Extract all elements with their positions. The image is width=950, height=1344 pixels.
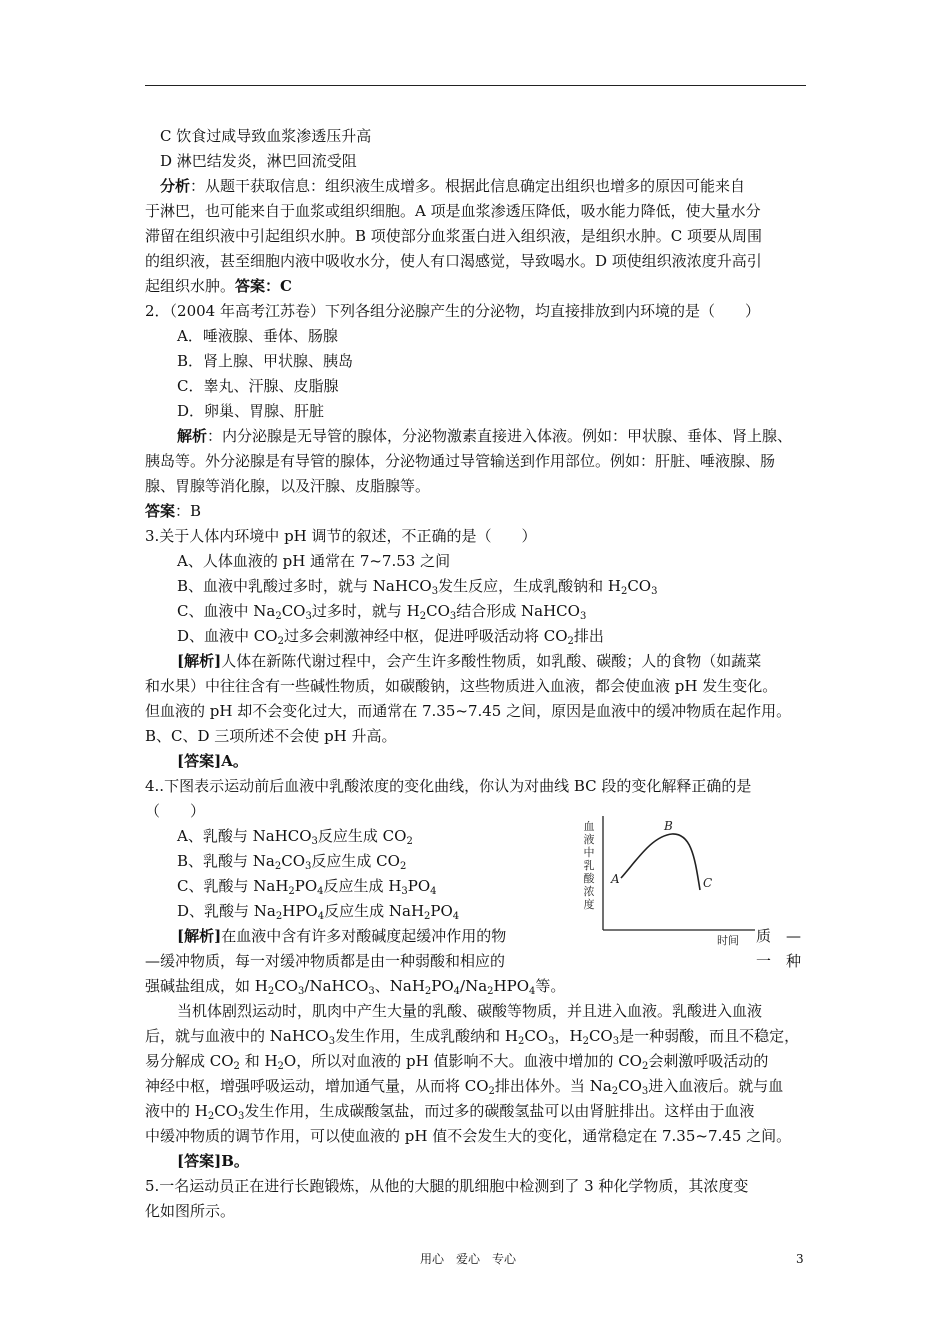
q4-option-a: A、乳酸与 NaHCO$_3$反应生成 $CO_2$ <box>177 827 413 847</box>
q3-analysis-line-2: 和水果）中往往含有一些碱性物质，如碳酸钠，这些物质进入血液，都会使血液 pH 发生变化。 <box>145 677 778 695</box>
q5-stem-line-1: 5.一名运动员正在进行长跑锻炼，从他的大腿的肌细胞中检测到了 3 种化学物质，其浓度变 <box>145 1177 749 1195</box>
svg-text:中: 中 <box>583 846 595 859</box>
q4-analysis-line-3: 强碱盐组成，如 $H_2CO_3/NaHCO_3$、$NaH_2PO_4/Na_2HPO_4$等。 <box>145 977 566 997</box>
q4-paragraph-2-line-2: 后，就与血液中的 NaHCO$_3$发生作用，生成乳酸纳和 $H_2CO_3$，$H_2CO_3$是一种弱酸，而且不稳定， <box>145 1027 800 1047</box>
svg-text:液: 液 <box>583 833 595 846</box>
figure-x-label: 时间 <box>717 934 739 947</box>
q3-option-d: D、血液中 $CO_2$过多会刺激神经中枢，促进呼吸活动将 $CO_2$排出 <box>177 627 604 647</box>
svg-text:浓: 浓 <box>583 885 595 898</box>
q3-analysis-line-1 <box>177 651 761 671</box>
q3-analysis-line-3: 但血液的 pH 却不会变化过大，而通常在 7.35~7.45 之间，原因是血液中的缓冲物质在起作用。 <box>145 702 792 720</box>
svg-text:血: 血 <box>583 820 595 833</box>
analysis-label: 解析 <box>177 427 208 445</box>
page-number: 3 <box>796 1252 804 1266</box>
q4-analysis-line-1 <box>177 926 506 946</box>
q1-analysis-line-4: 的组织液，甚至细胞内液中吸收水分，使人有口渴感觉，导致喝水。D 项使组织液浓度升高引 <box>145 252 762 270</box>
footer-motto: 用心 爱心 专心 <box>420 1252 517 1266</box>
analysis-text: 起组织水肿。 <box>145 277 236 295</box>
q3-option-a: A、人体血液的 pH 通常在 7~7.53 之间 <box>177 552 451 570</box>
q2-analysis-line-2: 胰岛等。外分泌腺是有导管的腺体，分泌物通过导管输送到作用部位。例如：肝脏、唾液腺、肠 <box>145 452 776 470</box>
analysis-text: ：内分泌腺是无导管的腺体，分泌物激素直接进入体液。例如：甲状腺、垂体、肾上腺、 <box>207 427 793 445</box>
q3-option-c: C、血液中 $Na_2CO_3$过多时，就与 $H_2CO_3$结合形成 NaHCO$_3$ <box>177 602 587 622</box>
svg-text:酸: 酸 <box>583 872 595 885</box>
lactic-acid-curve-figure <box>577 810 757 948</box>
q4-paragraph-2-line-6: 中缓冲物质的调节作用，可以使血液的 pH 值不会发生大的变化，通常稳定在 7.35~7.45 之间。 <box>145 1127 792 1145</box>
q4-stem-line-1: 4..下图表示运动前后血液中乳酸浓度的变化曲线，你认为对曲线 BC 段的变化解释正确的是 <box>145 777 752 795</box>
analysis-text: 在血液中含有许多对酸碱度起缓冲作用的物 <box>221 927 507 945</box>
analysis-text: 人体在新陈代谢过程中，会产生许多酸性物质，如乳酸、碳酸；人的食物（如蔬菜 <box>221 652 762 670</box>
answer-label: 答案 <box>145 502 176 520</box>
q2-analysis-line-1 <box>177 426 792 446</box>
q2-answer <box>145 501 201 521</box>
q4-paragraph-2-line-3: 易分解成 $CO_2$ 和 $H_2O$，所以对血液的 pH 值影响不大。血液中增加的 $CO_2$会刺激呼吸活动的 <box>145 1052 769 1072</box>
q2-option-c: C．睾丸、汗腺、皮脂腺 <box>177 377 339 395</box>
q2-option-d: D．卵巢、胃腺、肝脏 <box>177 402 325 420</box>
q2-stem: 2．（2004 年高考江苏卷）下列各组分泌腺产生的分泌物，均直接排放到内环境的是（ ） <box>145 302 760 320</box>
q4-option-c: C、乳酸与 $NaH_2PO_4$反应生成 $H_3PO_4$ <box>177 877 437 897</box>
q1-analysis-line-2: 于淋巴，也可能来自于血浆或组织细胞。A 项是血浆渗透压降低，吸水能力降低，使大量水分 <box>145 202 761 220</box>
q3-answer: [答案]A。 <box>177 752 248 770</box>
q4-paragraph-2-line-1: 当机体剧烈运动时，肌肉中产生大量的乳酸、碳酸等物质，并且进入血液。乳酸进入血液 <box>177 1002 763 1020</box>
header-rule <box>145 85 806 86</box>
q4-analysis-line-2-tail: 一 种 <box>756 952 802 970</box>
figure-y-label <box>584 820 596 911</box>
q4-paragraph-2-line-4: 神经中枢，增强呼吸运动，增加通气量，从而将 $CO_2$排出体外。当 $Na_2CO_3$进入血液后。就与血 <box>145 1077 784 1097</box>
q4-answer: [答案]B。 <box>177 1152 249 1170</box>
q1-option-c: C 饮食过咸导致血浆渗透压升高 <box>160 127 372 145</box>
analysis-text: ：从题干获取信息：组织液生成增多。根据此信息确定出组织也增多的原因可能来自 <box>190 177 746 195</box>
q2-analysis-line-3: 腺、胃腺等消化腺，以及汗腺、皮脂腺等。 <box>145 477 431 495</box>
q1-analysis-line-3: 滞留在组织液中引起组织水肿。B 项使部分血浆蛋白进入组织液，是组织水肿。C 项要从周围 <box>145 227 763 245</box>
analysis-label: [解析] <box>177 652 222 670</box>
q1-analysis-line-5 <box>145 276 292 296</box>
q5-stem-line-2: 化如图所示。 <box>145 1202 236 1220</box>
q3-analysis-line-4: B、C、D 三项所述不会使 pH 升高。 <box>145 727 397 745</box>
q4-paragraph-2-line-5: 液中的 $H_2CO_3$发生作用，生成碳酸氢盐，而过多的碳酸氢盐可以由肾脏排出。这样由于血液 <box>145 1102 755 1122</box>
figure-point-a-label: A <box>611 872 620 886</box>
svg-text:乳: 乳 <box>583 859 595 872</box>
q4-option-d: D、乳酸与 $Na_2HPO_4$反应生成 $NaH_2PO_4$ <box>177 902 460 922</box>
q1-analysis-line-1 <box>160 176 745 196</box>
answer-value: ：B <box>175 502 202 520</box>
q2-option-b: B．肾上腺、甲状腺、胰岛 <box>177 352 354 370</box>
q4-option-b: B、乳酸与 $Na_2CO_3$反应生成 $CO_2$ <box>177 852 407 872</box>
q4-stem-line-2: （ ） <box>145 802 206 820</box>
q3-stem: 3.关于人体内环境中 pH 调节的叙述，不正确的是（ ） <box>145 527 537 545</box>
analysis-label: 分析 <box>160 177 191 195</box>
figure-curve <box>621 834 700 890</box>
q4-analysis-line-1-tail: 质 — <box>756 927 802 945</box>
q2-option-a: A．唾液腺、垂体、肠腺 <box>177 327 338 345</box>
q3-option-b: B、血液中乳酸过多时，就与 NaHCO$_3$发生反应，生成乳酸钠和 $H_2CO_3$ <box>177 577 658 597</box>
figure-point-b-label: B <box>664 819 673 833</box>
q1-answer: 答案：C <box>235 277 292 295</box>
figure-point-c-label: C <box>703 876 713 890</box>
q1-option-d: D 淋巴结发炎，淋巴回流受阻 <box>160 152 357 170</box>
q4-analysis-line-2: —缓冲物质，每一对缓冲物质都是由一种弱酸和相应的 <box>145 952 506 970</box>
svg-text:度: 度 <box>583 898 595 911</box>
analysis-label: [解析] <box>177 927 222 945</box>
